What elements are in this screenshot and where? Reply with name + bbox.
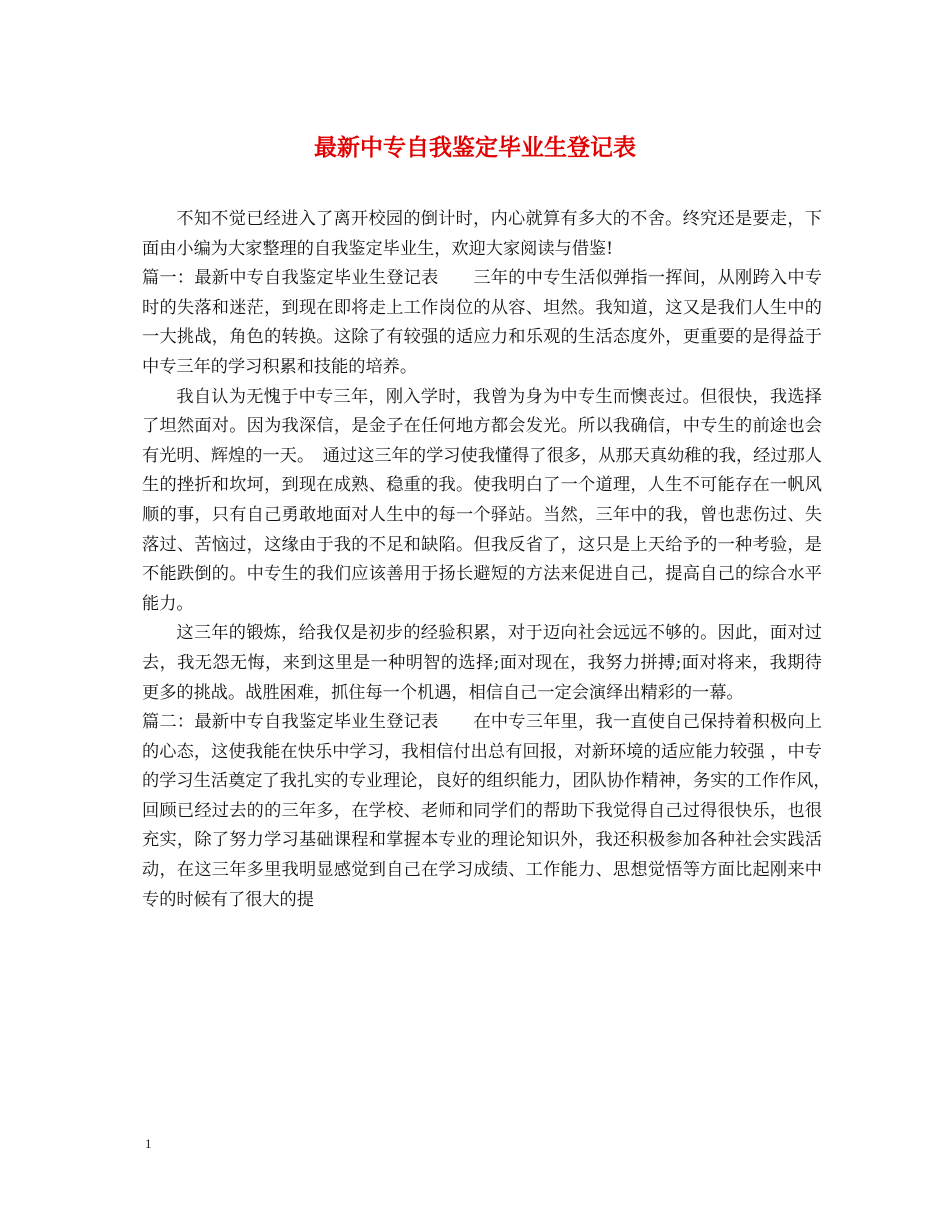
paragraph-part-two: 篇二：最新中专自我鉴定毕业生登记表 在中专三年里，我一直使自己保持着积极向上的心态，这使我能在快乐中学习，我相信付出总有回报，对新环境的适应能力较强 ，中专的学习生活奠定了我扎实的专业理论，良好的组织能力，团队协作精神，务实的工作作风， 回顾已经过去的的三年多，在学校、老师和同学们的帮助下我觉得自己过得很快乐，也很充实，除了努力学习基础课程和掌握本专业的理论知识外，我还积极参加各种社会实践活动，在这三年多里我明显感觉到自己在学习成绩、工作能力、思想觉悟等方面比起刚来中专的时候有了很大的提 <box>142 712 840 910</box>
page-number: 1 <box>145 1136 152 1151</box>
paragraph-part-one: 篇一：最新中专自我鉴定毕业生登记表 三年的中专生活似弹指一挥间，从刚跨入中专时的失落和迷茫，到现在即将走上工作岗位的从容、坦然。我知道，这又是我们人生中的一大挑战，角色的转换。这除了有较强的适应力和乐观的生活态度外，更重要的是得益于中专三年的学习积累和技能的培养。 <box>142 268 822 377</box>
paragraph-intro: 不知不觉已经进入了离开校园的倒计时，内心就算有多大的不舍。终究还是要走，下面由小编为大家整理的自我鉴定毕业生，欢迎大家阅读与借鉴! <box>142 209 822 259</box>
document-body <box>142 205 840 915</box>
paragraph-three-years: 这三年的锻炼，给我仅是初步的经验积累，对于迈向社会远远不够的。因此，面对过去，我无怨无悔，来到这里是一种明智的选择;面对现在，我努力拼搏;面对将来，我期待更多的挑战。战胜困难，抓住每一个机遇，相信自己一定会演绎出精彩的一幕。 <box>142 623 822 703</box>
paragraph-self-assessment: 我自认为无愧于中专三年，刚入学时，我曾为身为中专生而懊丧过。但很快，我选择了坦然面对。因为我深信，是金子在任何地方都会发光。所以我确信，中专生的前途也会有光明、辉煌的一天。 通过这三年的学习使我懂得了很多，从那天真幼稚的我，经过那人生的挫折和坎坷，到现在成熟、稳重的我。使我明白了一个道理，人生不可能存在一帆风顺的事，只有自己勇敢地面对人生中的每一个驿站。当然，三年中的我，曾也悲伤过、失落过、苦恼过，这缘由于我的不足和缺陷。但我反省了，这只是上天给予的一种考验，是不能跌倒的。中专生的我们应该善用于扬长避短的方法来促进自己，提高自己的综合水平能力。 <box>142 386 822 614</box>
document-title: 最新中专自我鉴定毕业生登记表 <box>314 135 636 161</box>
